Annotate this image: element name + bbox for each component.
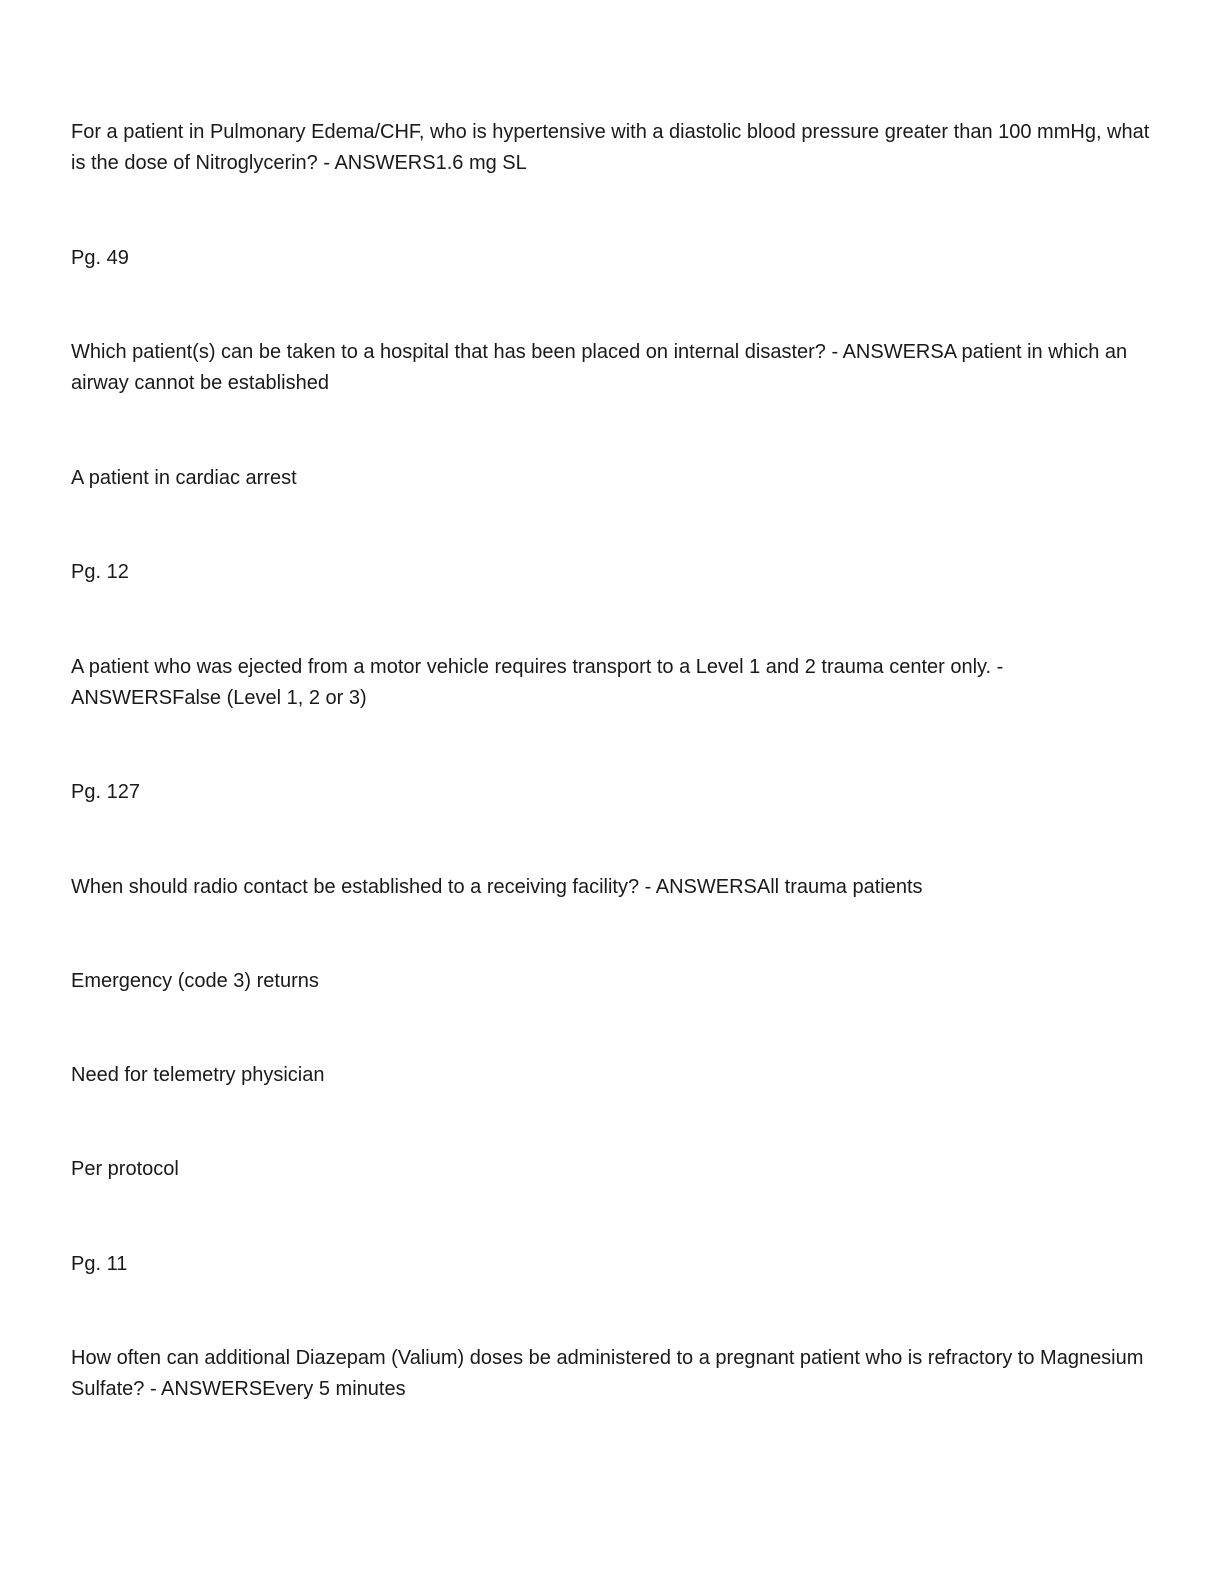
question-nitroglycerin-dose: For a patient in Pulmonary Edema/CHF, who is hypertensive with a diastolic blood pressure greater than 100 mmHg, what is the dose of Nitroglycerin? - ANSWERS1.6 mg SL xyxy=(71,121,1150,174)
question-diazepam-doses: How often can additional Diazepam (Valium) doses be administered to a pregnant patient who is refractory to Magnesium Sulfate? - ANSWERSEvery 5 minutes xyxy=(71,1347,1144,1400)
question-internal-disaster: Which patient(s) can be taken to a hospital that has been placed on internal disaster? - ANSWERSA patient in which an airway cannot be established xyxy=(71,341,1128,394)
page-reference: Pg. 12 xyxy=(71,561,129,583)
page-reference: Pg. 49 xyxy=(71,247,129,269)
question-ejected-patient: A patient who was ejected from a motor vehicle requires transport to a Level 1 and 2 trauma center only. - ANSWERSFalse (Level 1, 2 or 3) xyxy=(71,656,1004,709)
page-reference: Pg. 11 xyxy=(71,1253,128,1275)
question-radio-contact: When should radio contact be established to a receiving facility? - ANSWERSAll trauma patients xyxy=(71,876,923,898)
answer-line: Per protocol xyxy=(71,1158,179,1180)
answer-line: A patient in cardiac arrest xyxy=(71,467,297,489)
answer-line: Emergency (code 3) returns xyxy=(71,970,319,992)
page-reference: Pg. 127 xyxy=(71,781,140,803)
answer-line: Need for telemetry physician xyxy=(71,1064,325,1086)
